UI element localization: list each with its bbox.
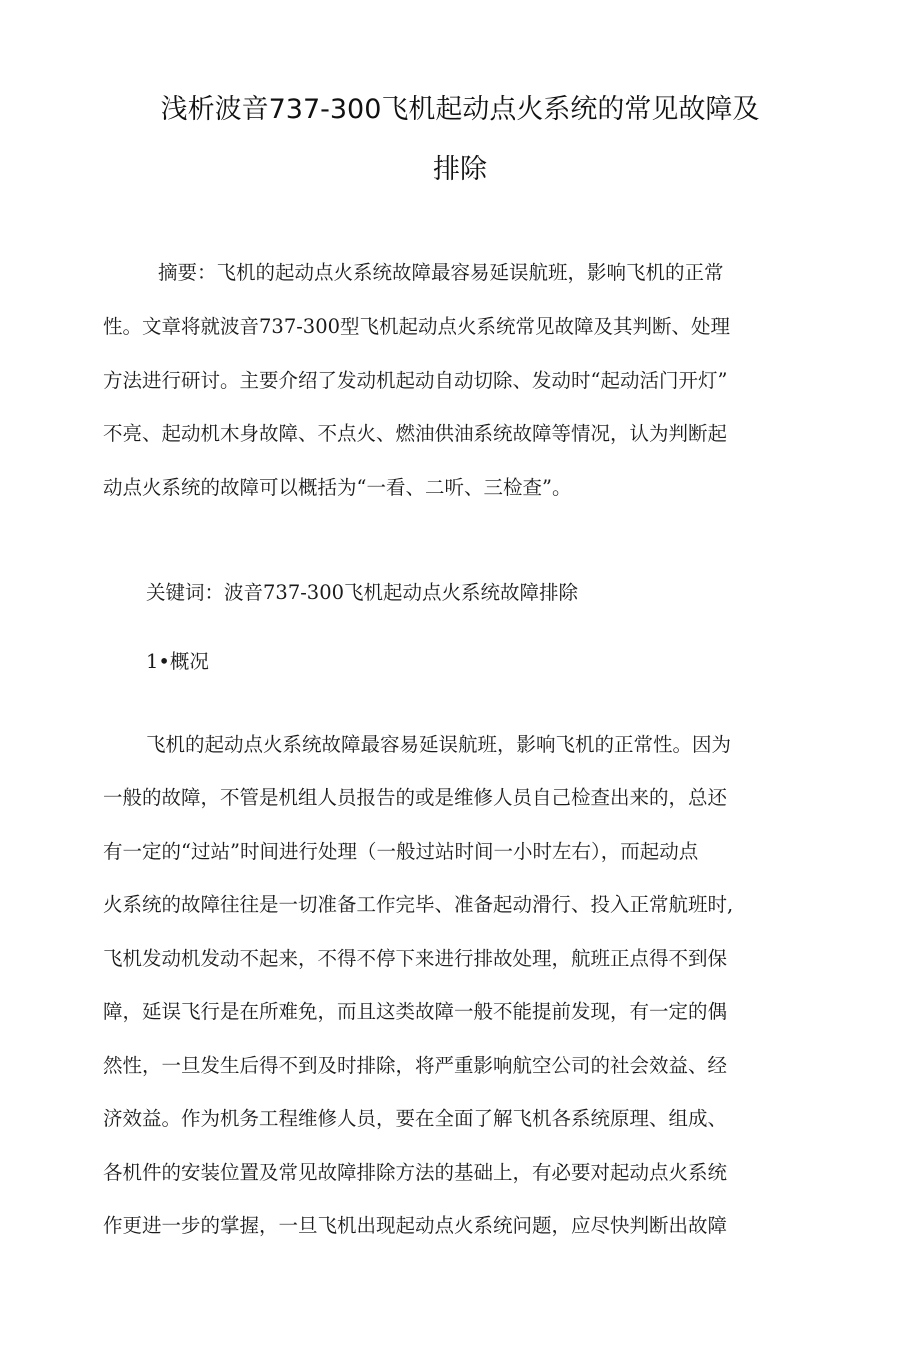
body-line: 有一定的“过站”时间进行处理（一般过站时间一小时左右），而起动点 bbox=[103, 840, 699, 863]
body-line: 火系统的故障往往是一切准备工作完毕、准备起动滑行、投入正常航班时, bbox=[103, 893, 734, 916]
body-line: 飞机发动机发动不起来，不得不停下来进行排故处理，航班正点得不到保 bbox=[103, 947, 728, 970]
abstract-line: 方法进行研讨。主要介绍了发动机起动自动切除、发动时“起动活门开灯” bbox=[103, 369, 728, 392]
title-line-2: 排除 bbox=[433, 154, 487, 185]
body-line: 一般的故障，不管是机组人员报告的或是维修人员自己检查出来的，总还 bbox=[103, 786, 728, 809]
abstract-line: 摘要：飞机的起动点火系统故障最容易延误航班，影响飞机的正常 bbox=[158, 261, 724, 284]
keywords: 关键词：波音737-300飞机起动点火系统故障排除 bbox=[146, 581, 579, 604]
title-line-1: 浅析波音737-300飞机起动点火系统的常见故障及 bbox=[160, 94, 760, 125]
abstract-line: 动点火系统的故障可以概括为“一看、二听、三检查”。 bbox=[103, 476, 572, 499]
body-line: 济效益。作为机务工程维修人员，要在全面了解飞机各系统原理、组成、 bbox=[103, 1107, 728, 1130]
body-line: 障，延误飞行是在所难免，而且这类故障一般不能提前发现，有一定的偶 bbox=[103, 1000, 728, 1023]
body-line: 飞机的起动点火系统故障最容易延误航班，影响飞机的正常性。因为 bbox=[146, 733, 732, 756]
abstract-line: 性。文章将就波音737-300型飞机起动点火系统常见故障及其判断、处理 bbox=[103, 315, 731, 338]
body-line: 各机件的安装位置及常见故障排除方法的基础上，有必要对起动点火系统 bbox=[103, 1161, 728, 1184]
section-heading: 1•概况 bbox=[146, 650, 209, 673]
body-line: 然性，一旦发生后得不到及时排除，将严重影响航空公司的社会效益、经 bbox=[103, 1054, 728, 1077]
document-title bbox=[100, 80, 820, 200]
body-line: 作更进一步的掌握，一旦飞机出现起动点火系统问题，应尽快判断出故障 bbox=[103, 1214, 728, 1237]
abstract-line: 不亮、起动机木身故障、不点火、燃油供油系统故障等情况，认为判断起 bbox=[103, 422, 728, 445]
